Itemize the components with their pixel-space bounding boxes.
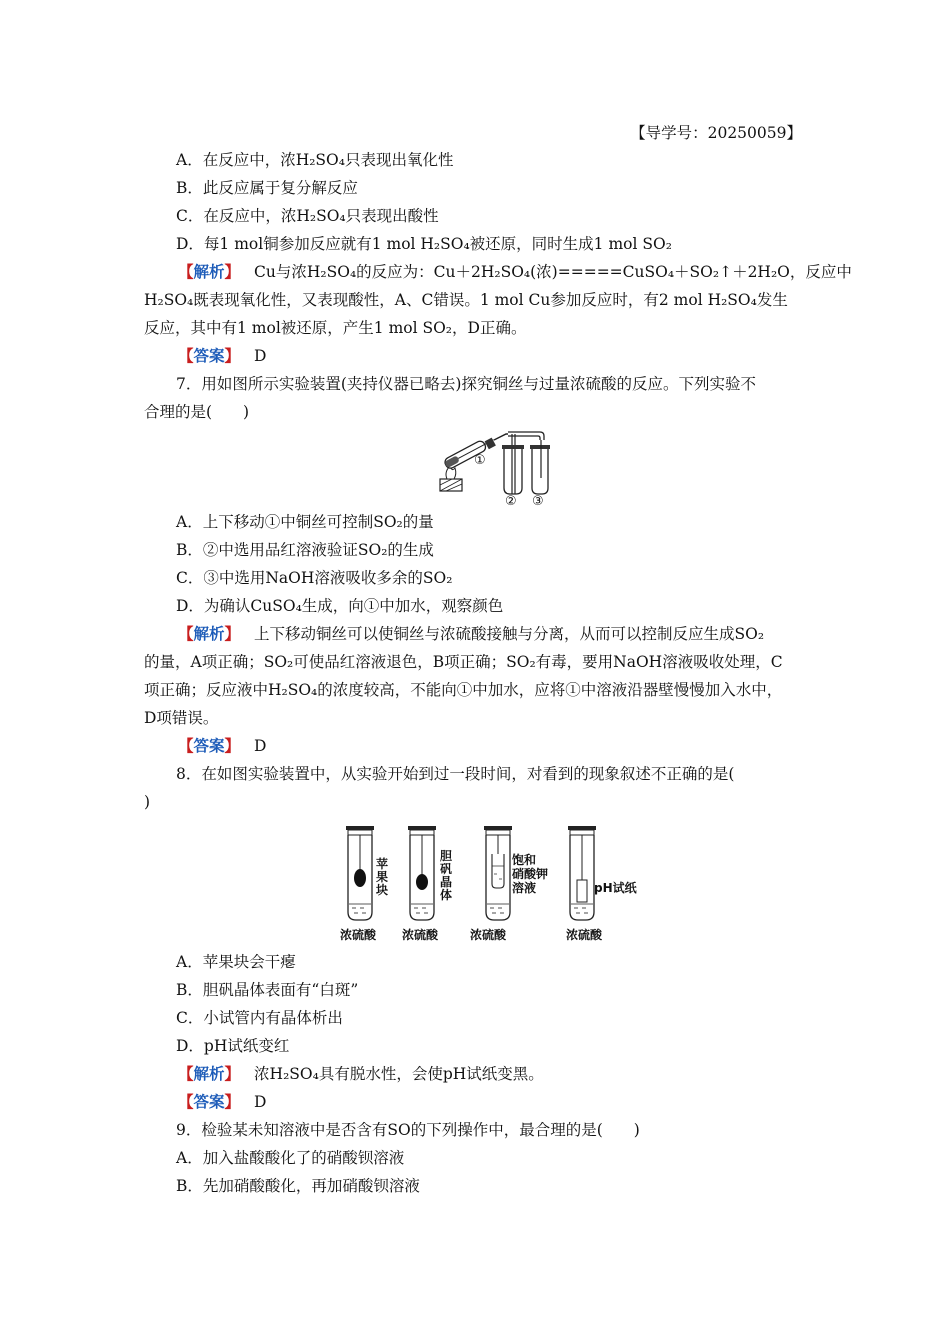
q9-option-a: A．加入盐酸酸化了的硝酸钡溶液 — [176, 1149, 405, 1167]
guide-number: 【导学号：20250059】 — [630, 124, 802, 142]
q7-option-b: B．②中选用品红溶液验证SO₂的生成 — [176, 541, 434, 559]
q8-stem-line-2: ) — [144, 793, 151, 811]
label-apple-2: 果 — [376, 870, 389, 884]
tube-kno3 — [484, 826, 512, 920]
q6-option-c: C．在反应中，浓H₂SO₄只表现出酸性 — [176, 207, 439, 225]
figure-label-2: ② — [505, 494, 517, 509]
answer-tag: 【答案】 — [178, 346, 241, 365]
q6-analysis-first-line: 【解析】 Cu与浓H₂SO₄的反应为：Cu＋2H₂SO₄(浓)=====CuSO₄＋SO₂↑＋2H₂O，反应中 — [178, 262, 852, 281]
q8-analysis: 【解析】 浓H₂SO₄具有脱水性，会使pH试纸变黑。 — [178, 1064, 544, 1083]
bottom-label-2: 浓硫酸 — [402, 928, 439, 942]
bottom-label-3: 浓硫酸 — [470, 928, 507, 942]
bottom-label-1: 浓硫酸 — [340, 928, 377, 942]
tube-apple — [346, 826, 374, 920]
q9-stem: 9．检验某未知溶液中是否含有SO的下列操作中，最合理的是( ) — [176, 1121, 640, 1139]
q6-option-d: D．每1 mol铜参加反应就有1 mol H₂SO₄被还原，同时生成1 mol SO₂ — [176, 235, 672, 253]
label-crystal-4: 体 — [440, 888, 453, 902]
q8-stem-line-1: 8．在如图实验装置中，从实验开始到过一段时间，对看到的现象叙述不正确的是( — [176, 765, 735, 783]
analysis-tag: 【解析】 — [178, 624, 241, 643]
q8-option-a: A．苹果块会干瘪 — [176, 953, 296, 971]
figure-label-1: ① — [474, 453, 486, 468]
label-crystal-3: 晶 — [440, 875, 453, 889]
q8-option-c: C．小试管内有晶体析出 — [176, 1009, 343, 1027]
tube-ph-paper — [568, 826, 596, 920]
tube-crystal — [408, 826, 436, 920]
answer-tag: 【答案】 — [178, 736, 241, 755]
q8-answer: 【答案】 D — [178, 1092, 267, 1111]
q7-option-a: A．上下移动①中铜丝可控制SO₂的量 — [176, 513, 434, 531]
q7-option-d: D．为确认CuSO₄生成，向①中加水，观察颜色 — [176, 597, 504, 615]
q6-option-b: B．此反应属于复分解反应 — [176, 179, 358, 197]
q6-answer: 【答案】 D — [178, 346, 267, 365]
q7-stem-line-1: 7．用如图所示实验装置(夹持仪器已略去)探究铜丝与过量浓硫酸的反应。下列实验不 — [176, 375, 756, 393]
label-kno3-1: 饱和 — [512, 853, 537, 867]
test-tube-2 — [504, 448, 522, 494]
q7-analysis-line-2: 的量，A项正确；SO₂可使品红溶液退色，B项正确；SO₂有毒，要用NaOH溶液吸收处理，C — [144, 653, 783, 671]
label-apple-1: 苹 — [376, 857, 389, 871]
q7-option-c: C．③中选用NaOH溶液吸收多余的SO₂ — [176, 569, 453, 587]
label-crystal-1: 胆 — [440, 849, 453, 863]
label-crystal-2: 矾 — [440, 862, 453, 876]
q8-option-d: D．pH试纸变红 — [176, 1037, 290, 1055]
analysis-tag: 【解析】 — [178, 1064, 241, 1083]
label-ph-paper: pH试纸 — [594, 881, 637, 895]
q6-option-a: A．在反应中，浓H₂SO₄只表现出氧化性 — [176, 151, 454, 169]
q8-option-b: B．胆矾晶体表面有“白斑” — [176, 981, 359, 999]
label-apple-3: 块 — [376, 883, 389, 897]
q6-analysis-line-3: 反应，其中有1 mol被还原，产生1 mol SO₂，D正确。 — [144, 319, 527, 337]
q6-analysis-line-2: H₂SO₄既表现氧化性，又表现酸性，A、C错误。1 mol Cu参加反应时，有2 mol H₂SO₄发生 — [144, 291, 788, 309]
q7-stem-line-2: 合理的是( ) — [144, 403, 250, 421]
q7-analysis-line-3: 项正确；反应液中H₂SO₄的浓度较高，不能向①中加水，应将①中溶液沿器壁慢慢加入水中， — [144, 681, 783, 699]
q7-analysis-first-line: 【解析】 上下移动铜丝可以使铜丝与浓硫酸接触与分离，从而可以控制反应生成SO₂ — [178, 624, 765, 643]
test-tube-3 — [532, 448, 548, 494]
bottom-label-4: 浓硫酸 — [566, 928, 603, 942]
label-kno3-3: 溶液 — [512, 881, 537, 895]
analysis-tag: 【解析】 — [178, 262, 241, 281]
q7-answer: 【答案】 D — [178, 736, 267, 755]
q7-analysis-line-4: D项错误。 — [144, 709, 219, 727]
figure-label-3: ③ — [532, 494, 544, 509]
q7-apparatus-figure — [436, 428, 556, 510]
answer-tag: 【答案】 — [178, 1092, 241, 1111]
q8-apparatus-figure — [336, 822, 637, 944]
label-kno3-2: 硝酸钾 — [512, 867, 549, 881]
q9-option-b: B．先加硝酸酸化，再加硝酸钡溶液 — [176, 1177, 420, 1195]
